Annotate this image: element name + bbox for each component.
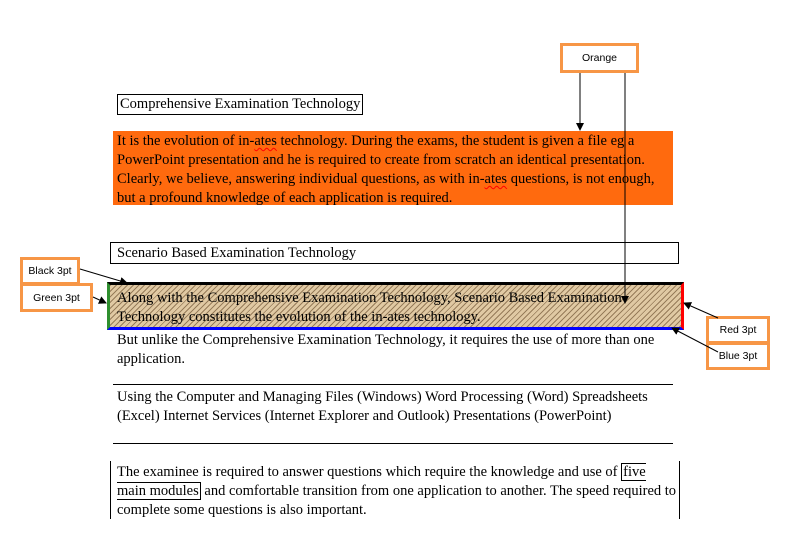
black-3pt-callout-label: Black 3pt [28,265,72,277]
blue-arrow [672,328,718,352]
green-arrow [93,297,106,303]
para1-text-2: technology. During the exams, the student is given a file eg a PowerPoint presentation and he is required to create from scratch an identical presentation. Clearly, we believe, answering individual questions, as with in- [117,133,645,187]
red-arrow [684,303,718,318]
hatched-paragraph-text: Along with the Comprehensive Examination Technology, Scenario Based Examination Technology constitutes the evolution of the in-ates technology. [117,290,622,325]
para4-text-1: The examinee is required to answer questions which require the knowledge and use of [117,464,622,480]
black-arrow [80,269,127,283]
blue-3pt-callout-label: Blue 3pt [718,350,758,362]
multi-application-paragraph: But unlike the Comprehensive Examination Technology, it requires the use of more than one application. [117,332,655,367]
spelling-error-1: ates [254,133,277,149]
green-3pt-callout-label: Green 3pt [33,291,80,304]
spelling-error-2: ates [484,171,508,187]
para4-text-2: and comfortable transition from one application to another. The speed required to complete some questions is also important. [117,483,677,518]
red-3pt-callout-label: Red 3pt [719,324,757,336]
para1-text-1: It is the evolution of in- [117,133,255,149]
comprehensive-title: Comprehensive Examination Technology [117,94,363,115]
scenario-title: Scenario Based Examination Technology [110,242,679,264]
modules-list-paragraph: Using the Computer and Managing Files (Windows) Word Processing (Word) Spreadsheets (Excel) Internet Services (Internet Explorer and Outlook) Presentations (PowerPoint) [117,389,648,424]
orange-callout-label: Orange [581,52,618,64]
boxed-phrase: five main modules [117,464,646,499]
para1-text-3: questions, is not enough, but a profound knowledge of each application is required. [117,171,655,206]
